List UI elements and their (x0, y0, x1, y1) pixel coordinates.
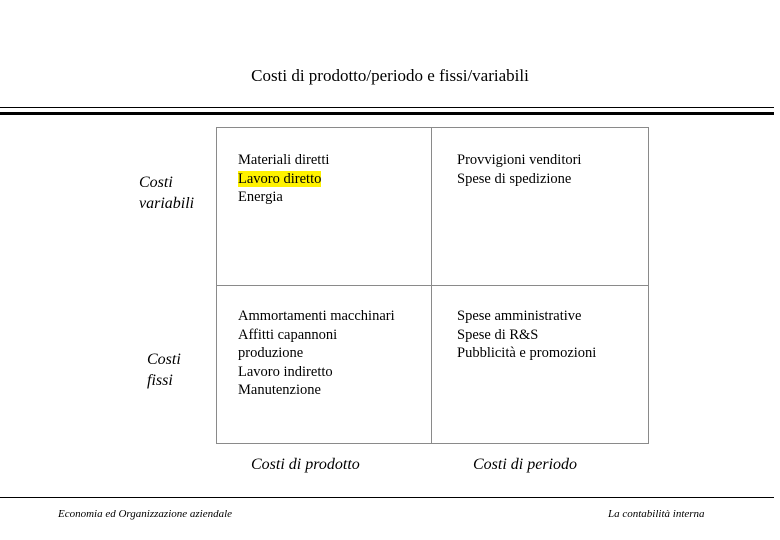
list-item: Pubblicità e promozioni (457, 345, 597, 361)
footer-course: Economia ed Organizzazione aziendale (58, 508, 233, 520)
list-item: Provvigioni venditori (457, 152, 582, 168)
highlight-mark: Lavoro diretto (238, 170, 322, 187)
title-rule-thick (0, 112, 774, 115)
list-item: Affitti capannoni (238, 326, 338, 343)
list-item: Spese amministrative (457, 308, 582, 324)
column-label-period: Costi di periodo (473, 456, 578, 473)
list-item: Spese di spedizione (457, 170, 572, 187)
column-label-product: Costi di prodotto (251, 456, 360, 473)
cell-product-fixed (238, 307, 395, 400)
matrix-horizontal-divider (216, 285, 649, 286)
cell-product-variable (238, 151, 329, 207)
list-item: Spese di R&S (457, 326, 539, 343)
list-item-highlighted (238, 170, 329, 189)
list-item: produzione (238, 345, 304, 361)
row-label-fixed (147, 349, 181, 391)
cell-period-variable (457, 151, 581, 188)
row-label-variable-line1: Costi (139, 174, 173, 191)
list-item: Lavoro indiretto (238, 363, 333, 380)
list-item: Energia (238, 189, 283, 205)
row-label-variable-line2: variabili (139, 195, 195, 212)
footer-topic: La contabilità interna (608, 508, 705, 520)
list-item: Ammortamenti macchinari (238, 308, 395, 324)
slide-title: Costi di prodotto/periodo e fissi/variabili (251, 66, 529, 85)
row-label-fixed-line2: fissi (147, 372, 173, 389)
footer-rule (0, 497, 774, 498)
row-label-variable (139, 172, 194, 214)
cell-period-fixed (457, 307, 596, 363)
list-item: Materiali diretti (238, 152, 330, 168)
title-rule-thin (0, 107, 774, 108)
list-item: Manutenzione (238, 382, 321, 398)
row-label-fixed-line1: Costi (147, 351, 181, 368)
